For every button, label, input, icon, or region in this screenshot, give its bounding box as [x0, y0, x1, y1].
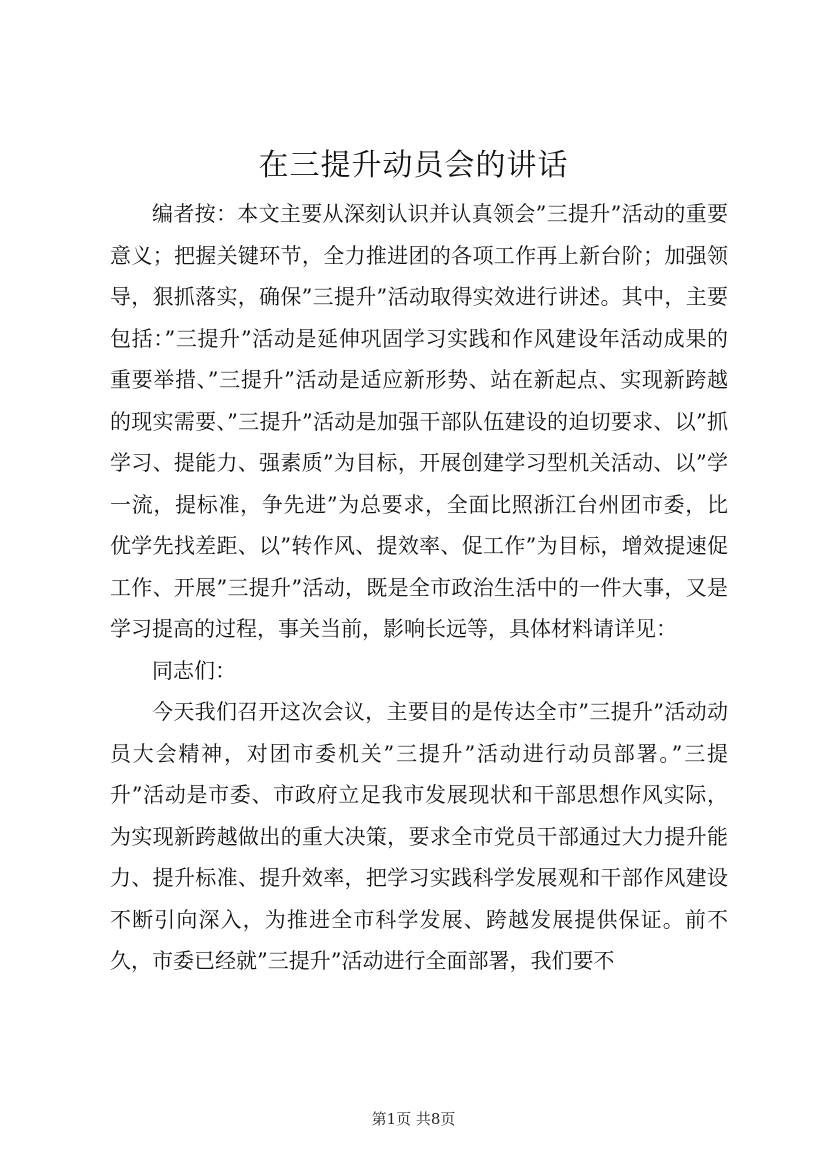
editor-note-paragraph: 编者按：本文主要从深刻认识并认真领会”三提升”活动的重要意义；把握关键环节，全力推进团的各项工作再上新台阶；加强领导，狠抓落实，确保”三提升”活动取得实效进行讲述。其中，主要包括：”三提升”活动是延伸巩固学习实践和作风建设年活动成果的重要举措、”三提升”活动是适应新形势、站在新起点、实现新跨越的现实需要、”三提升”活动是加强干部队伍建设的迫切要求、以”抓学习、提能力、强素质”为目标，开展创建学习型机关活动、以”学一流，提标准，争先进”为总要求，全面比照浙江台州团市委，比优学先找差距、以”转作风、提效率、促工作”为目标，增效提速促工作、开展”三提升”活动，既是全市政治生活中的一件大事，又是学习提高的过程，事关当前，影响长远等，具体材料请详见：	[110, 202, 728, 641]
salutation-paragraph: 同志们：	[152, 658, 236, 683]
page-number-label: 第1页 共8页	[371, 1110, 456, 1128]
speech-paragraph: 今天我们召开这次会议，主要目的是传达全市”三提升”活动动员大会精神，对团市委机关”三提升”活动进行动员部署。”三提升”活动是市委、市政府立足我市发展现状和干部思想作风实际，为实现新跨越做出的重大决策，要求全市党员干部通过大力提升能力、提升标准、提升效率，把学习实践科学发展观和干部作风建设不断引向深入，为推进全市科学发展、跨越发展提供保证。前不久，市委已经就”三提升”活动进行全面部署，我们要不	[110, 700, 728, 973]
document-title: 在三提升动员会的讲话	[258, 148, 569, 183]
document-body	[110, 194, 728, 983]
page-footer	[0, 1109, 827, 1129]
